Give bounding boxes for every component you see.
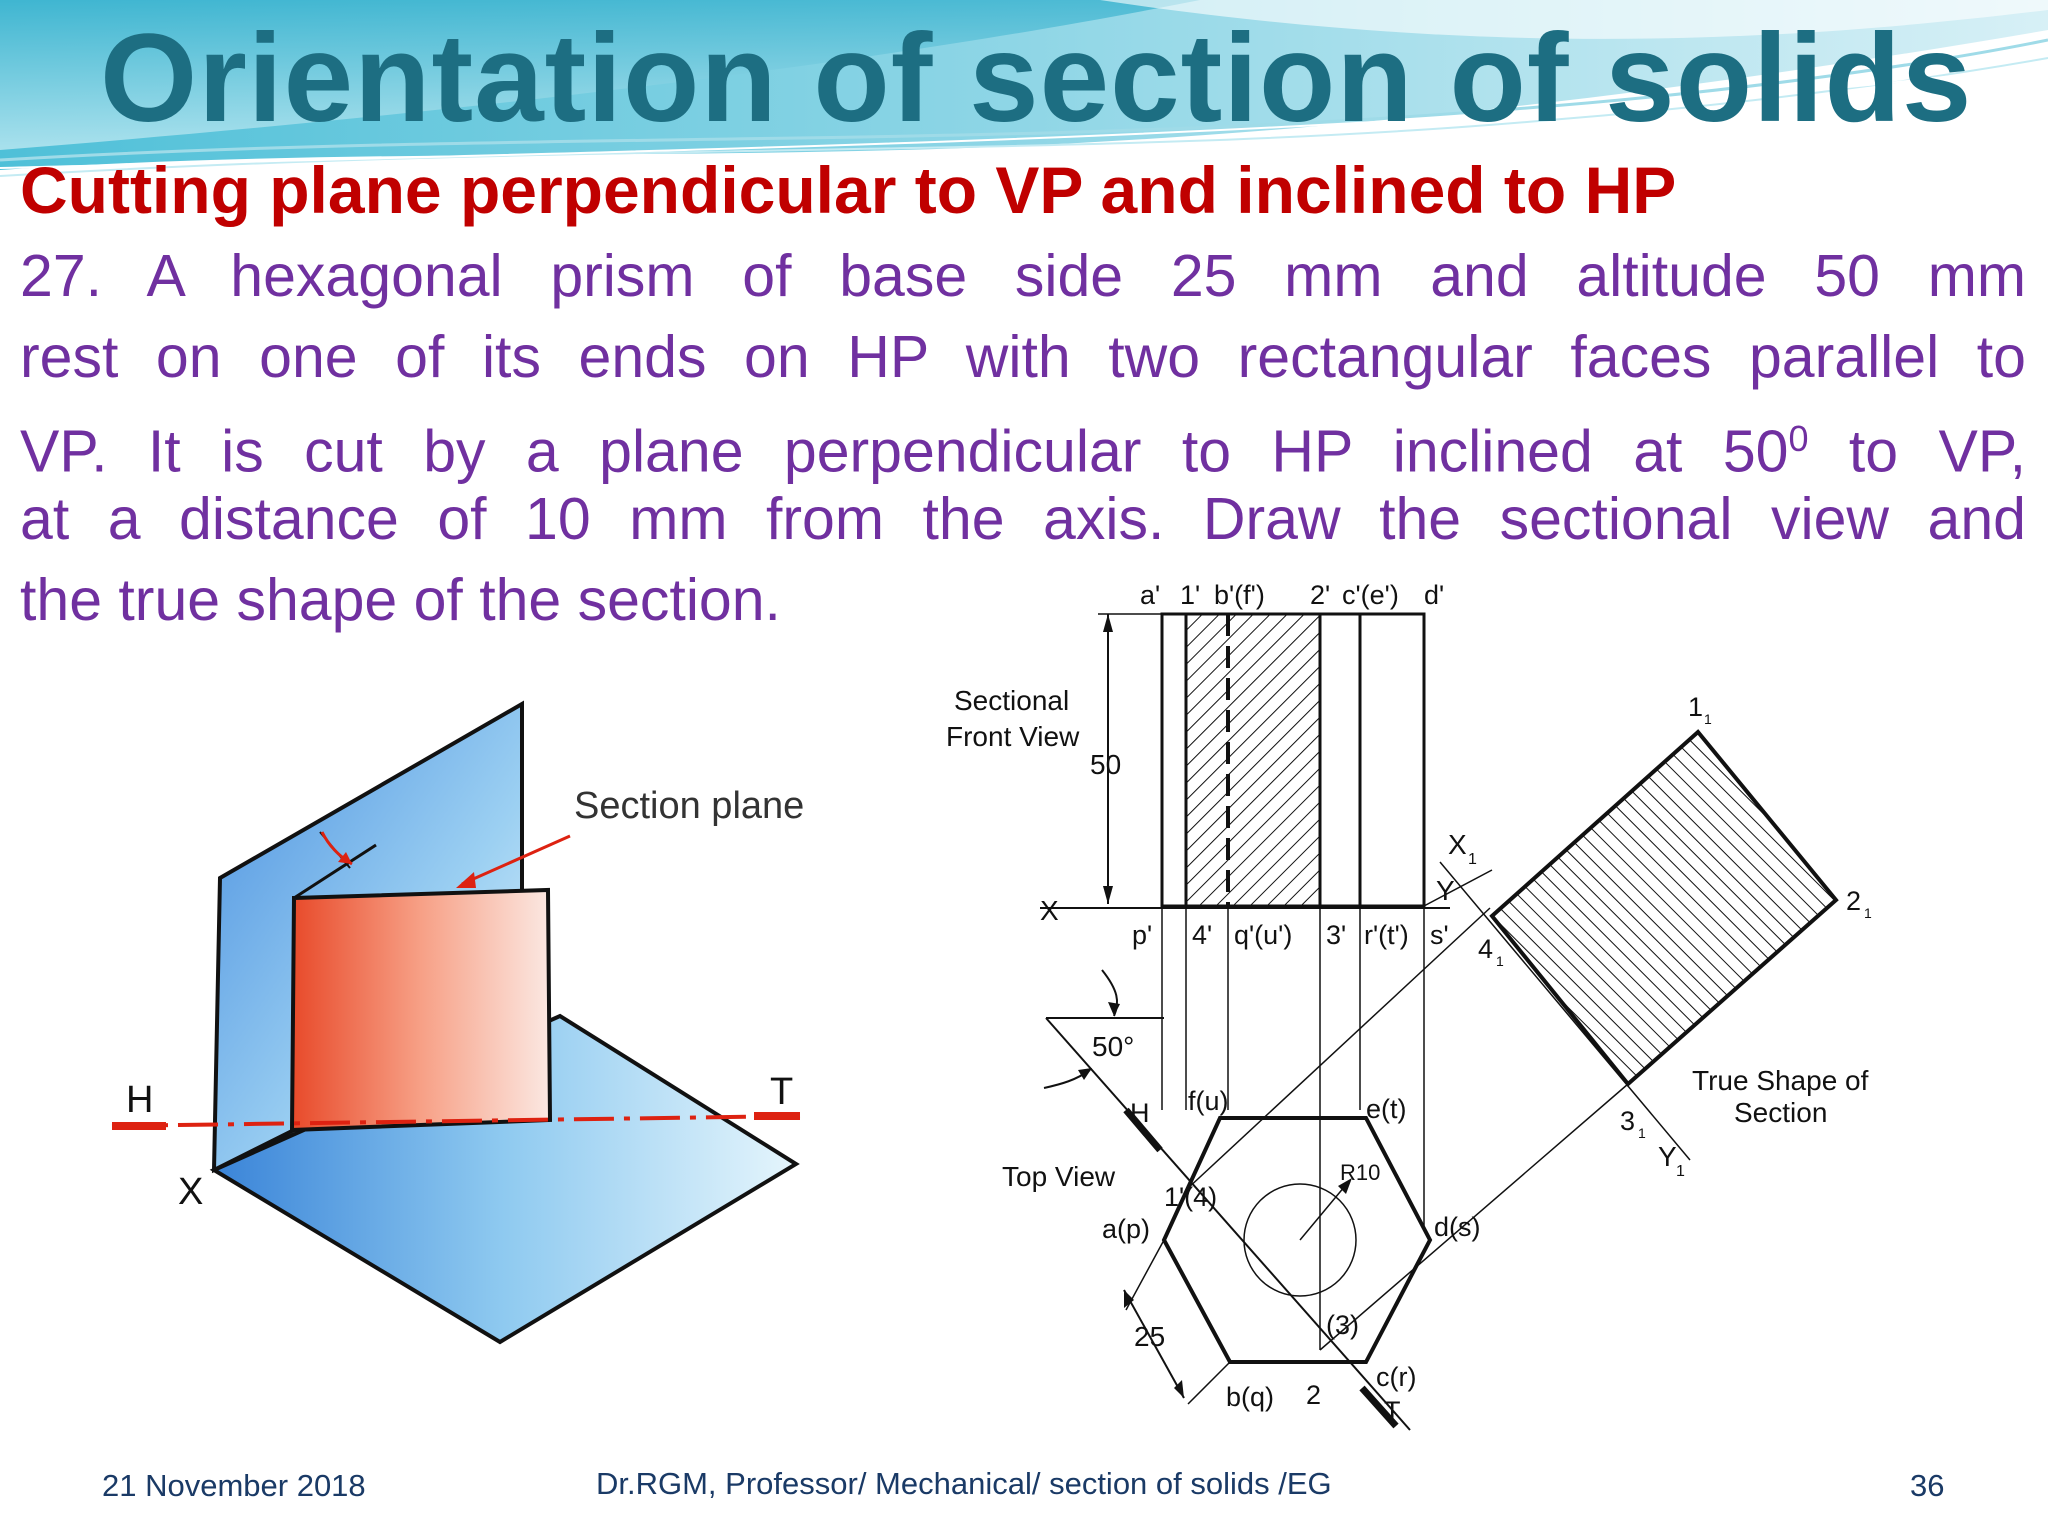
vertex-label: d(s)	[1434, 1212, 1481, 1242]
subscript: 1	[1638, 1125, 1646, 1141]
vertex-label: 1'(4)	[1164, 1182, 1218, 1212]
front-bottom-label: s'	[1430, 920, 1449, 950]
degree-superscript: 0	[1788, 418, 1809, 459]
section-plane-label: Section plane	[574, 785, 805, 827]
front-bottom-label: q'(u')	[1234, 920, 1293, 950]
vertex-label: f(u)	[1188, 1086, 1229, 1116]
problem-line-text: VP. It is cut by a plane perpendicular to HP inclined at 50	[20, 418, 1789, 485]
slide-subtitle: Cutting plane perpendicular to VP and inclined to HP	[20, 153, 1677, 227]
vertex-label: a(p)	[1102, 1214, 1151, 1244]
problem-line: 27. A hexagonal prism of base side 25 mm and altitude 50 mm	[20, 243, 2026, 309]
footer-date: 21 November 2018	[102, 1468, 366, 1503]
front-bottom-label: r'(t')	[1364, 920, 1409, 950]
true-shape-label: True Shape of	[1692, 1065, 1869, 1096]
x-label: X	[178, 1171, 204, 1213]
front-bottom-label: 4'	[1192, 920, 1213, 950]
x1-axis-label: X	[1448, 829, 1467, 860]
true-shape-point: 3	[1620, 1106, 1636, 1136]
front-top-label: a'	[1140, 580, 1161, 610]
front-top-label: 2'	[1310, 580, 1331, 610]
true-shape-section	[1492, 732, 1836, 1084]
vertex-label: e(t)	[1366, 1094, 1407, 1124]
front-view-label: Front View	[946, 721, 1080, 752]
angle-label: 50°	[1092, 1031, 1135, 1062]
vertex-label: (3)	[1326, 1310, 1359, 1340]
footer-author: Dr.RGM, Professor/ Mechanical/ section of solids /EG	[596, 1466, 1332, 1501]
true-shape-point: 1	[1688, 692, 1704, 722]
problem-line: rest on one of its ends on HP with two rectangular faces parallel to	[20, 324, 2026, 390]
y1-axis-label: Y	[1658, 1141, 1677, 1172]
cutting-plane-t-label: T	[1384, 1396, 1401, 1426]
slide-title: Orientation of section of solids	[100, 9, 1973, 148]
front-top-label: 1'	[1180, 580, 1201, 610]
front-top-label: c'(e')	[1342, 580, 1399, 610]
side-dimension: 25	[1134, 1321, 1166, 1352]
subscript: 1	[1704, 711, 1712, 727]
subscript: 1	[1468, 851, 1477, 868]
front-bottom-label: 3'	[1326, 920, 1347, 950]
front-top-label: b'(f')	[1214, 580, 1265, 610]
subscript: 1	[1496, 953, 1504, 969]
radius-label: R10	[1340, 1160, 1381, 1185]
top-view-label: Top View	[1002, 1161, 1116, 1192]
h-trace-label: H	[126, 1079, 154, 1121]
front-view-label: Sectional	[954, 685, 1070, 716]
problem-line: the true shape of the section.	[20, 567, 781, 633]
orthographic-drawing	[930, 560, 1990, 1460]
x-axis-label: X	[1040, 895, 1059, 926]
front-top-label: d'	[1424, 580, 1445, 610]
cutting-plane-h-label: H	[1130, 1098, 1150, 1128]
front-bottom-label: p'	[1132, 920, 1153, 950]
subscript: 1	[1676, 1163, 1685, 1180]
subscript: 1	[1864, 905, 1872, 921]
problem-line	[20, 398, 2026, 485]
problem-line: at a distance of 10 mm from the axis. Draw the sectional view and	[20, 486, 2026, 552]
section-plane	[292, 890, 550, 1130]
section-hatched-area	[1186, 614, 1320, 906]
problem-line-tail: to VP,	[1808, 418, 2026, 485]
true-shape-point: 2	[1846, 886, 1862, 916]
vertex-label: b(q)	[1226, 1382, 1275, 1412]
page-number: 36	[1910, 1468, 1945, 1503]
y-axis-label: Y	[1436, 875, 1455, 906]
true-shape-point: 4	[1478, 934, 1494, 964]
vertex-label: c(r)	[1376, 1362, 1417, 1392]
height-dimension: 50	[1090, 749, 1122, 780]
t-trace-label: T	[770, 1071, 794, 1113]
pictorial-view	[94, 686, 818, 1346]
true-shape-label: Section	[1734, 1097, 1828, 1128]
top-view-hexagon	[1164, 1118, 1430, 1362]
vertex-label: 2	[1306, 1380, 1322, 1410]
